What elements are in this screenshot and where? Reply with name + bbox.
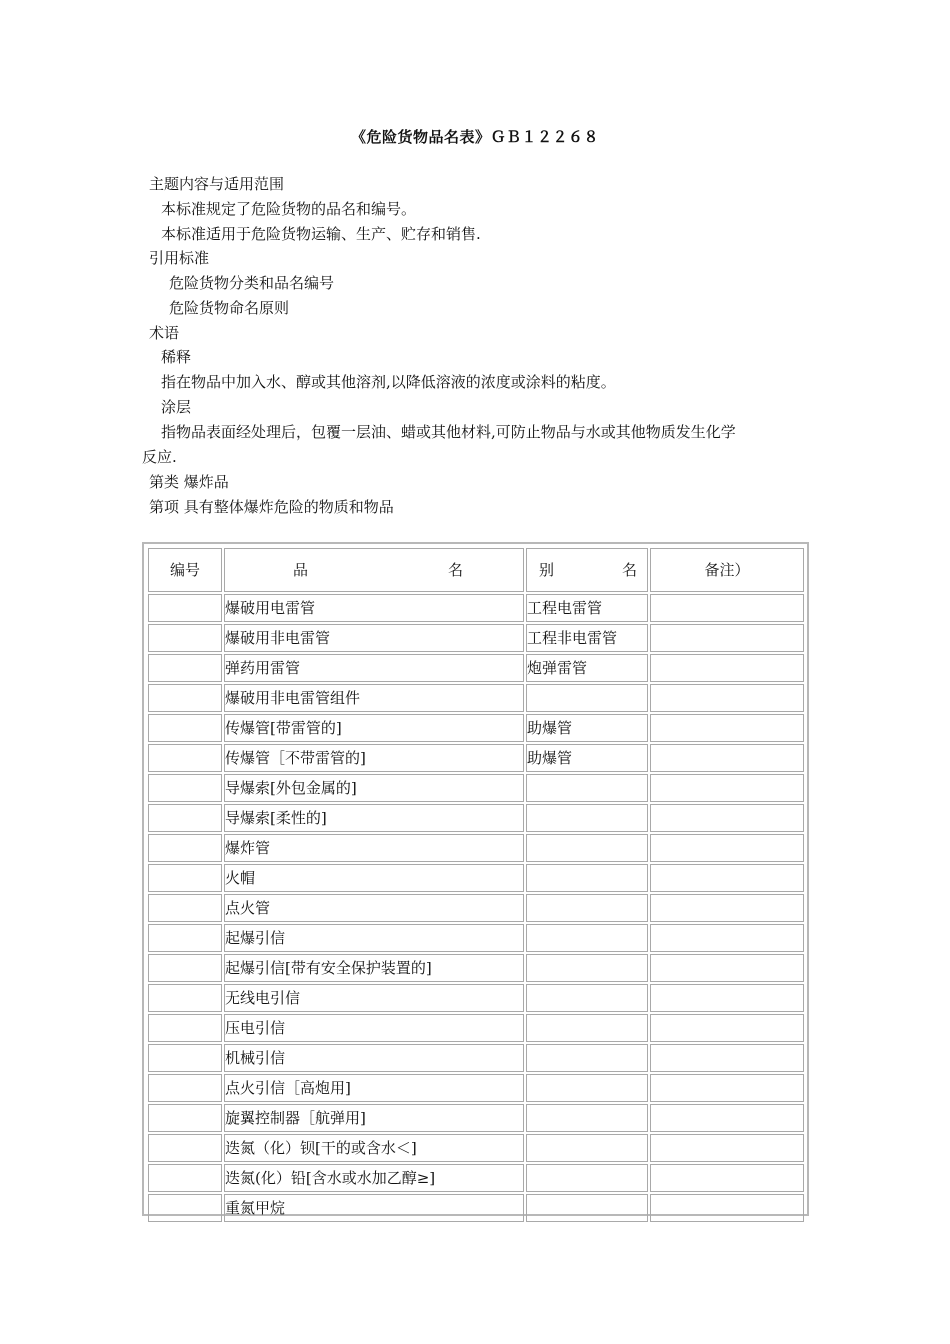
cell-note	[650, 774, 804, 802]
class-heading: 第类 爆炸品	[149, 473, 229, 491]
table-row	[148, 654, 804, 682]
table-row	[148, 1044, 804, 1072]
cell-number	[148, 684, 222, 712]
cell-name: 机械引信	[224, 1044, 524, 1072]
header-alias	[526, 548, 648, 592]
cell-name: 导爆索[外包金属的]	[224, 774, 524, 802]
cell-number	[148, 744, 222, 772]
cell-note	[650, 864, 804, 892]
cell-alias	[526, 954, 648, 982]
term-dilution: 稀释	[161, 348, 192, 366]
cell-note	[650, 624, 804, 652]
table-row	[148, 984, 804, 1012]
header-name	[224, 548, 524, 592]
section-heading-terms: 术语	[149, 324, 180, 342]
table-row	[148, 1194, 804, 1222]
document-title: 《危险货物品名表》ＧＢ１２２６８	[350, 128, 599, 146]
section-heading-references: 引用标准	[149, 249, 210, 267]
cell-alias	[526, 804, 648, 832]
cell-alias	[526, 684, 648, 712]
cell-name: 迭氮(化）铅[含水或水加乙醇≥]	[224, 1164, 524, 1192]
header-alias-right: 名	[621, 561, 637, 579]
cell-alias: 工程非电雷管	[526, 624, 648, 652]
cell-number	[148, 834, 222, 862]
table-row	[148, 1164, 804, 1192]
cell-note	[650, 894, 804, 922]
cell-number	[148, 624, 222, 652]
cell-name: 迭氮（化）钡[干的或含水＜]	[224, 1134, 524, 1162]
cell-name: 火帽	[224, 864, 524, 892]
section-heading-scope: 主题内容与适用范围	[149, 175, 285, 193]
cell-number	[148, 924, 222, 952]
cell-alias	[526, 984, 648, 1012]
table-row	[148, 834, 804, 862]
cell-number	[148, 654, 222, 682]
cell-alias	[526, 1104, 648, 1132]
cell-number	[148, 894, 222, 922]
cell-name: 无线电引信	[224, 984, 524, 1012]
cell-alias: 工程电雷管	[526, 594, 648, 622]
cell-note	[650, 1134, 804, 1162]
cell-note	[650, 834, 804, 862]
cell-note	[650, 954, 804, 982]
goods-table-frame	[142, 542, 809, 1216]
cell-name: 爆破用非电雷管组件	[224, 684, 524, 712]
cell-number	[148, 594, 222, 622]
cell-name: 爆破用非电雷管	[224, 624, 524, 652]
header-note: 备注）	[650, 548, 804, 592]
table-row	[148, 1104, 804, 1132]
cell-name: 重氮甲烷	[224, 1194, 524, 1222]
cell-name: 传爆管[带雷管的]	[224, 714, 524, 742]
cell-name: 旋翼控制器［航弹用]	[224, 1104, 524, 1132]
cell-alias: 助爆管	[526, 714, 648, 742]
cell-name: 起爆引信	[224, 924, 524, 952]
cell-name: 爆破用电雷管	[224, 594, 524, 622]
cell-number	[148, 984, 222, 1012]
table-row	[148, 744, 804, 772]
reference-item-1: 危险货物分类和品名编号	[169, 274, 335, 292]
cell-alias	[526, 924, 648, 952]
cell-note	[650, 1164, 804, 1192]
cell-name: 压电引信	[224, 1014, 524, 1042]
table-row	[148, 804, 804, 832]
table-row	[148, 774, 804, 802]
cell-number	[148, 1194, 222, 1222]
cell-number	[148, 1134, 222, 1162]
cell-name: 起爆引信[带有安全保护装置的]	[224, 954, 524, 982]
header-name-left: 品	[293, 561, 309, 579]
cell-note	[650, 594, 804, 622]
table-row	[148, 624, 804, 652]
table-row	[148, 594, 804, 622]
cell-number	[148, 864, 222, 892]
header-name-right: 名	[447, 561, 463, 579]
cell-number	[148, 1104, 222, 1132]
cell-note	[650, 984, 804, 1012]
cell-note	[650, 744, 804, 772]
table-row	[148, 714, 804, 742]
table-row	[148, 1134, 804, 1162]
cell-note	[650, 1194, 804, 1222]
cell-alias	[526, 774, 648, 802]
cell-number	[148, 804, 222, 832]
cell-note	[650, 684, 804, 712]
table-row	[148, 1014, 804, 1042]
cell-alias	[526, 864, 648, 892]
cell-number	[148, 1164, 222, 1192]
cell-alias	[526, 1044, 648, 1072]
reference-item-2: 危险货物命名原则	[169, 299, 290, 317]
division-heading: 第项 具有整体爆炸危险的物质和物品	[149, 498, 394, 516]
cell-note	[650, 1104, 804, 1132]
cell-name: 导爆索[柔性的]	[224, 804, 524, 832]
header-alias-left: 别	[539, 561, 555, 579]
cell-note	[650, 714, 804, 742]
cell-alias	[526, 1014, 648, 1042]
cell-alias	[526, 834, 648, 862]
cell-alias	[526, 894, 648, 922]
cell-name: 爆炸管	[224, 834, 524, 862]
cell-alias	[526, 1074, 648, 1102]
term-coating: 涂层	[161, 398, 192, 416]
cell-number	[148, 1074, 222, 1102]
cell-alias	[526, 1134, 648, 1162]
goods-table	[146, 546, 806, 1224]
table-header-row	[148, 548, 804, 592]
table-row	[148, 954, 804, 982]
cell-alias	[526, 1194, 648, 1222]
header-number: 编号	[148, 548, 222, 592]
term-dilution-definition: 指在物品中加入水、醇或其他溶剂,以降低溶液的浓度或涂料的粘度。	[161, 373, 616, 391]
cell-alias: 炮弹雷管	[526, 654, 648, 682]
term-coating-definition: 指物品表面经处理后，包覆一层油、蜡或其他材料,可防止物品与水或其他物质发生化学	[161, 423, 736, 441]
term-coating-definition-cont: 反应.	[142, 448, 177, 466]
cell-name: 传爆管［不带雷管的]	[224, 744, 524, 772]
cell-alias: 助爆管	[526, 744, 648, 772]
cell-note	[650, 924, 804, 952]
cell-number	[148, 954, 222, 982]
table-row	[148, 894, 804, 922]
cell-note	[650, 1014, 804, 1042]
cell-name: 弹药用雷管	[224, 654, 524, 682]
table-row	[148, 924, 804, 952]
cell-number	[148, 714, 222, 742]
cell-number	[148, 1044, 222, 1072]
cell-note	[650, 1074, 804, 1102]
paragraph-scope-1: 本标准规定了危险货物的品名和编号。	[161, 200, 417, 218]
paragraph-scope-2: 本标准适用于危险货物运输、生产、贮存和销售.	[161, 225, 481, 243]
table-row	[148, 864, 804, 892]
cell-alias	[526, 1164, 648, 1192]
cell-note	[650, 654, 804, 682]
cell-note	[650, 804, 804, 832]
table-row	[148, 1074, 804, 1102]
cell-number	[148, 1014, 222, 1042]
cell-name: 点火管	[224, 894, 524, 922]
table-row	[148, 684, 804, 712]
cell-name: 点火引信［高炮用]	[224, 1074, 524, 1102]
cell-note	[650, 1044, 804, 1072]
cell-number	[148, 774, 222, 802]
